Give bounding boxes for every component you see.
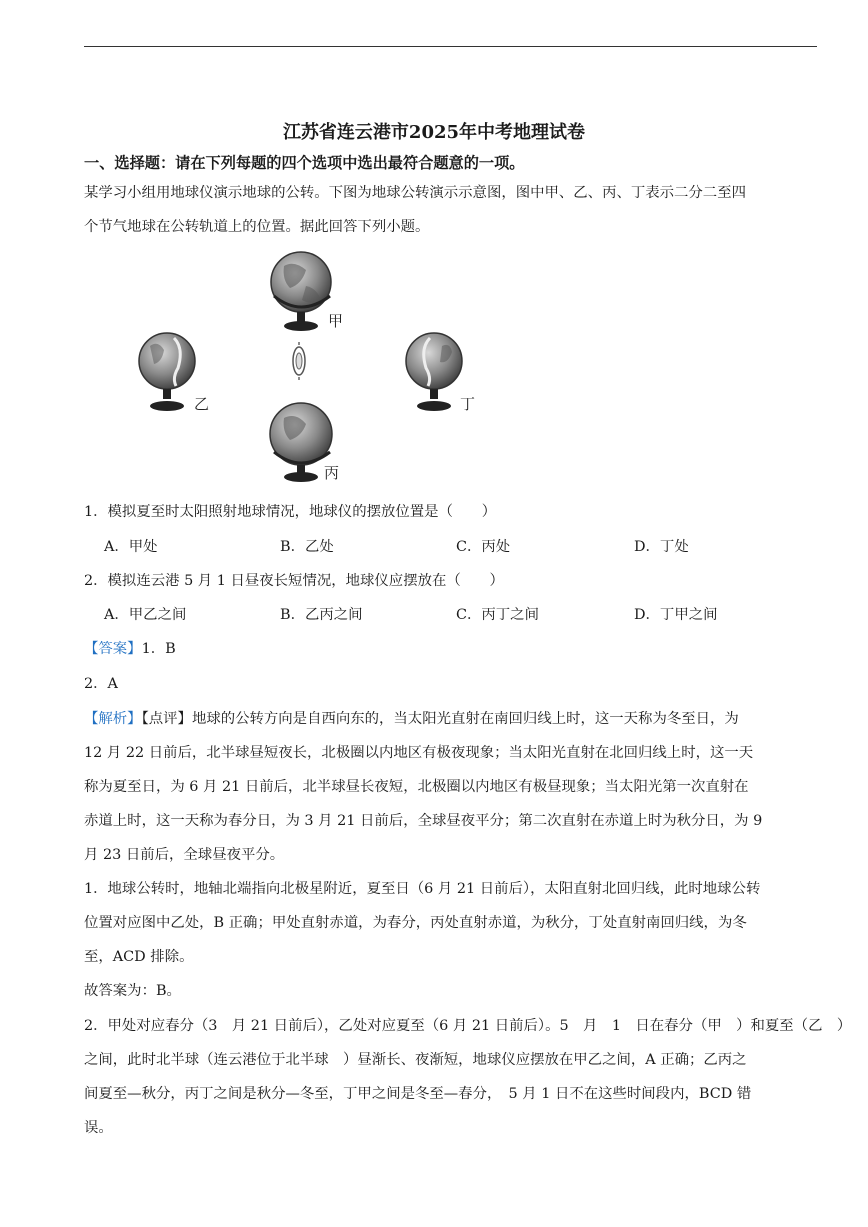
analysis-line-9: 故答案为：B。 (84, 983, 181, 999)
globe-bing-icon (270, 403, 332, 482)
q2-option-a: A．甲乙之间 (104, 607, 187, 623)
section-heading: 一、选择题：请在下列每题的四个选项中选出最符合题意的一项。 (84, 154, 525, 172)
sun-icon (293, 342, 305, 380)
q2-stem: 2．模拟连云港 5 月 1 日昼夜长短情况，地球仪应摆放在（ ） (84, 573, 504, 589)
q1-option-c: C．丙处 (456, 539, 511, 555)
analysis-text-1: 【点评】地球的公转方向是自西向东的，当太阳光直射在南回归线上时，这一天称为冬至日，为 (141, 711, 739, 727)
q1-option-d: D．丁处 (634, 539, 689, 555)
q2-option-b: B．乙丙之间 (280, 607, 363, 623)
analysis-line-1 (84, 707, 739, 728)
answer-line-1 (84, 637, 176, 658)
page-title: 江苏省连云港市2025年中考地理试卷 (282, 122, 586, 143)
orbit-figure (134, 246, 494, 486)
analysis-line-3: 称为夏至日，为 6 月 21 日前后，北半球昼长夜短，北极圈以内地区有极昼现象；当太阳光第一次直射在 (84, 779, 749, 795)
label-jia: 甲 (328, 312, 344, 330)
q2-option-c: C．丙丁之间 (456, 607, 539, 623)
q1-stem: 1．模拟夏至时太阳照射地球情况，地球仪的摆放位置是（ ） (84, 504, 497, 520)
analysis-line-2: 12 月 22 日前后，北半球昼短夜长，北极圈以内地区有极夜现象；当太阳光直射在北回归线上时，这一天 (84, 745, 754, 761)
analysis-line-12: 间夏至—秋分，丙丁之间是秋分—冬至，丁甲之间是冬至—春分， 5 月 1 日不在这些时间段内，BCD 错 (84, 1086, 752, 1102)
globe-ding-icon (406, 333, 462, 411)
globe-yi-icon (139, 333, 195, 411)
label-ding: 丁 (460, 395, 476, 413)
analysis-line-4: 赤道上时，这一天称为春分日，为 3 月 21 日前后，全球昼夜平分；第二次直射在赤道上时为秋分日，为 9 (84, 813, 763, 829)
intro-line-2: 个节气地球在公转轨道上的位置。据此回答下列小题。 (84, 219, 430, 235)
answer-2: 2．A (84, 676, 118, 692)
analysis-line-10: 2．甲处对应春分（3 月 21 日前后），乙处对应夏至（6 月 21 日前后）。5 月 1 日在春分（甲 ）和夏至（乙 ） (84, 1018, 852, 1034)
analysis-line-8: 至，ACD 排除。 (84, 949, 194, 965)
label-bing: 丙 (324, 464, 340, 482)
label-yi: 乙 (194, 395, 210, 413)
header-rule (84, 46, 817, 47)
analysis-line-7: 位置对应图中乙处，B 正确；甲处直射赤道，为春分，丙处直射赤道，为秋分，丁处直射南回归线，为冬 (84, 915, 747, 931)
analysis-tag: 【解析】 (84, 711, 142, 727)
q1-option-a: A．甲处 (104, 539, 158, 555)
answer-1: 1．B (141, 641, 176, 657)
intro-line-1: 某学习小组用地球仪演示地球的公转。下图为地球公转演示示意图，图中甲、乙、丙、丁表示二分二至四 (84, 185, 746, 201)
answer-tag: 【答案】 (84, 641, 142, 657)
analysis-line-11: 之间，此时北半球（连云港位于北半球 ）昼渐长、夜渐短，地球仪应摆放在甲乙之间，A 正确；乙丙之 (84, 1052, 747, 1068)
q2-option-d: D．丁甲之间 (634, 607, 718, 623)
globe-jia-icon (271, 252, 331, 331)
analysis-line-13: 误。 (84, 1120, 113, 1136)
analysis-line-6: 1．地球公转时，地轴北端指向北极星附近，夏至日（6 月 21 日前后），太阳直射北回归线，此时地球公转 (84, 881, 761, 897)
analysis-line-5: 月 23 日前后，全球昼夜平分。 (84, 847, 285, 863)
q1-option-b: B．乙处 (280, 539, 334, 555)
